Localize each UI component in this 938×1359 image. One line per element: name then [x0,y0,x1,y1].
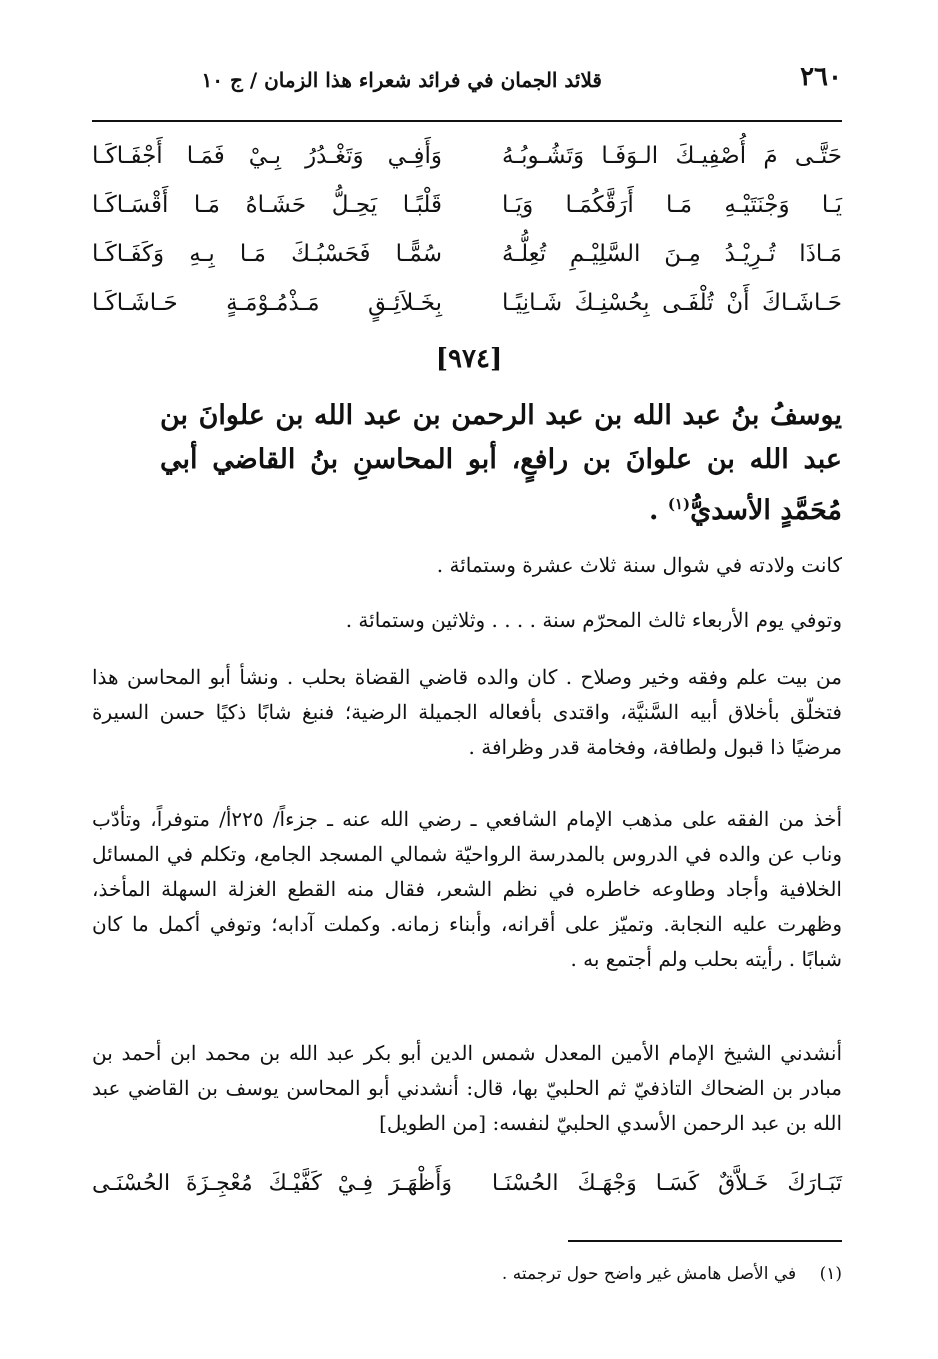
entry-number: [٩٧٤] [435,344,503,374]
verse [92,283,842,332]
hemistich-second: قَلْبًـا يَحِـلُّ حَشَـاهُ مَـا أَقْسَـاكَـا [92,192,442,218]
footnote [242,1264,842,1284]
hemistich-first: حَـاشَـاكَ أَنْ تُلْفَـى بِحُسْنِـكَ شَـانِيًـا [502,290,842,316]
verse [92,185,842,234]
paragraph-recitation: أنشدني الشيخ الإمام الأمين المعدل شمس الدين أبو بكر عبد الله بن محمد ابن أحمد بن مبادر بن الضحاك التاذفيّ ثم الحلبيّ بها، قال: أنشدني أبو المحاسن يوسف بن القاضي عبد الله بن عبد الرحمن الأسدي الحلبيّ لنفسه: [من الطويل] [92,1041,842,1135]
page-header [92,62,842,102]
hemistich-first: تَبَـارَكَ خَـلاَّقٌ كَسَـا وَجْهَـكَ الحُسْنَـا [492,1171,842,1196]
paragraph-birth: كانت ولادته في شوال سنة ثلاث عشرة وستمائة . [436,553,842,577]
poem-top [92,136,842,332]
entry-heading [160,394,842,533]
entry-heading-end: . [649,495,659,526]
footnote-text: في الأصل هامش غير واضح حول ترجمته . [501,1264,797,1284]
footnote-reference[interactable]: (١) [667,495,691,513]
hemistich-second: بِخَـلاَئِـقٍ مَـذْمُـوْمَـةٍ حَـاشَـاكَـا [92,290,442,316]
paragraph-death: وتوفي يوم الأربعاء ثالث المحرّم سنة . . . . وثلاثين وستمائة . [345,608,842,632]
hemistich-second: سُمًّـا فَحَسْبُـكَ مَـا بِـهِ وَكَفَـاكَـا [92,241,442,267]
page-number: ٢٦٠ [800,62,842,92]
verse [92,234,842,283]
paragraph-education: أخذ من الفقه على مذهب الإمام الشافعي ـ رضي الله عنه ـ جزءاً/ ٢٢٥أ/ متوفراً، وتأدّب وناب عن والده في الدروس بالمدرسة الرواحيّة شمالي المسجد الجامع، وتكلم في المسائل الخلافية وأجاد وطاوعه خاطره في نظم الشعر، فقال منه القطع الغزلة السهلة المأخذ، وظهرت عليه النجابة. وتميّز على أقرانه، وأبناء زمانه. وكملت آدابه؛ وتوفي أكمل ما كان شبابًا . رأيته بحلب ولم أجتمع به . [92,807,842,971]
hemistich-first: يَـا وَجْنَتَيْـهِ مَـا أَرَقَّكُمَـا وَيَـا [502,192,842,218]
poem-bottom [92,1164,842,1213]
entry-heading-text: يوسفُ بنُ عبد الله بن عبد الرحمن بن عبد الله بن علوانَ بن عبد الله بن علوانَ بن رافعٍ، أبو المحاسنِ بنُ القاضي أبي مُحَمَّدٍ الأسديُّ [160,400,842,526]
verse [92,1164,842,1213]
hemistich-first: مَـاذَا تُـرِيْـدُ مِـنَ السَّلِيْـمِ تُعِلُّـهُ [502,241,842,267]
paragraph-family: من بيت علم وفقه وخير وصلاح . كان والده قاضي القضاة بحلب . ونشأ أبو المحاسن هذا فتخلّق بأخلاق أبيه السَّنيَّة، واقتدى بأفعاله الجميلة الرضية؛ فنبغ شابًا ذكيًا حسن السيرة مرضيًا ذا قبول ولطافة، وفخامة قدر وظرافة . [92,665,842,759]
hemistich-first: حَتَّـى مَ أُصْفِيـكَ الـوَفَـا وَتَشُـوبُـهُ [502,143,842,169]
hemistich-second: وَأَظْهَـرَ فِـيْ كَفَّيْـكَ مُعْجِـزَةَ الحُسْنَـى [92,1171,452,1196]
footnote-marker: (١) [819,1264,842,1284]
header-rule [92,120,842,122]
hemistich-second: وَأَفِـي وَتَغْـدُرُ بِـيْ فَمَـا أَجْفَـاكَـا [92,143,442,169]
running-title: قلائد الجمان في فرائد شعراء هذا الزمان / ج ١٠ [201,68,602,92]
verse [92,136,842,185]
footnote-rule [568,1240,842,1242]
